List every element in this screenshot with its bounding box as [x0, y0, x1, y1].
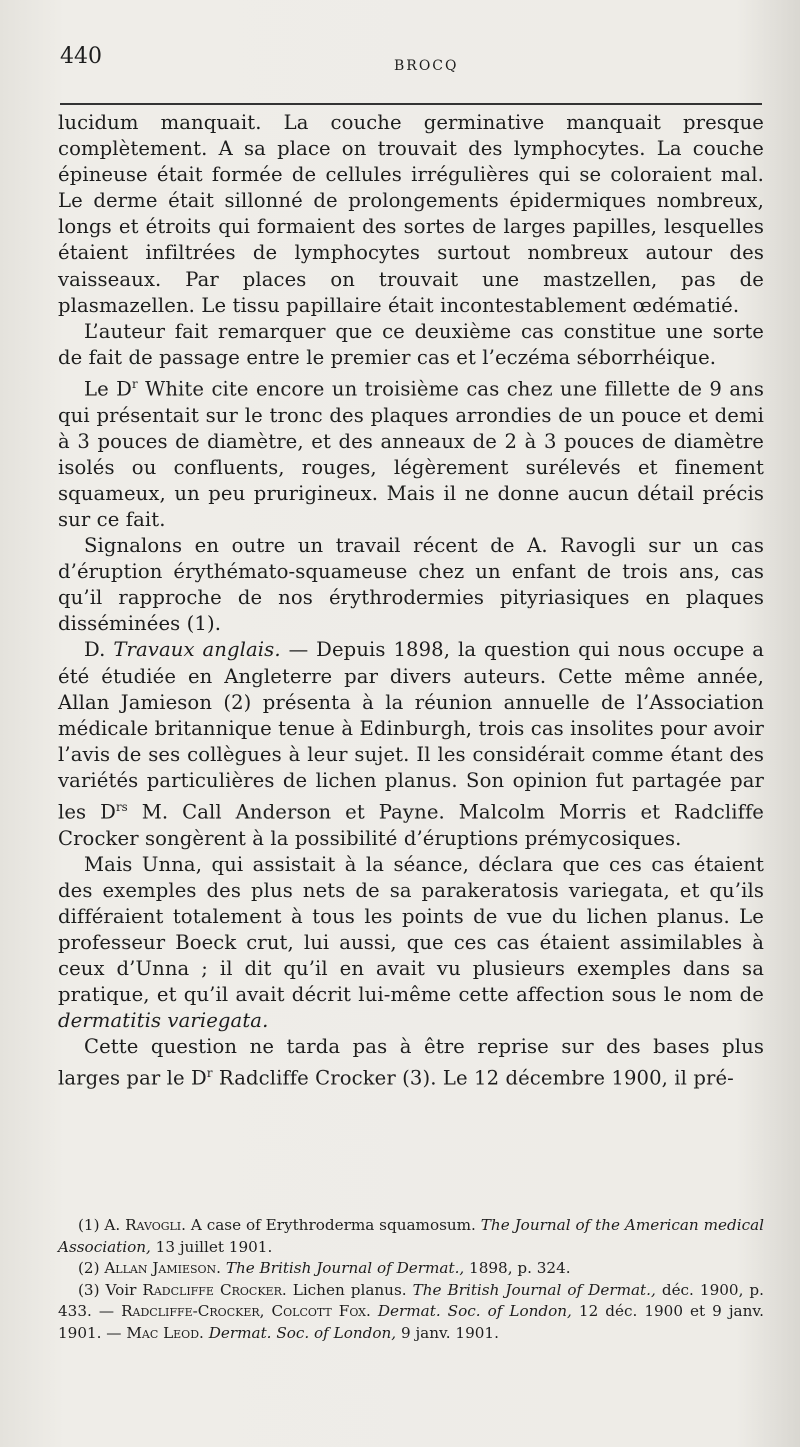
text-run: Le D — [84, 377, 132, 401]
running-head: BROCQ — [394, 58, 459, 74]
text-run: déc. 1900, p. 433. — — [58, 1280, 764, 1320]
header-rule — [60, 103, 762, 105]
text-run: 1898, p. 324. — [464, 1259, 571, 1277]
paragraph — [58, 1034, 764, 1092]
text-run: (1) A. — [78, 1216, 126, 1234]
italic-text: Dermat. Soc. of London, — [377, 1302, 572, 1320]
italic-text: Dermat. Soc. of London, — [208, 1323, 397, 1342]
text-run: (3) Voir — [78, 1280, 143, 1299]
footnote — [58, 1258, 764, 1280]
text-run: 9 janv. 1901. — [396, 1323, 499, 1342]
text-run: Cette question ne tarda pas à être reprise sur des bases plus larges par le D — [58, 1035, 764, 1090]
text-run: Radcliffe Crocker (3). Le 12 décembre 1900, il pré- — [212, 1066, 734, 1090]
page-header — [60, 44, 760, 84]
text-run: . — [199, 1323, 209, 1342]
page-number: 440 — [60, 44, 102, 69]
author-name: Radcliffe-Crocker, Colcott Fox — [121, 1302, 366, 1320]
text-run: — Depuis 1898, la question qui nous occupe a été étudiée en Angleterre par divers auteurs. Cette même année, Allan Jamieson (2) présenta à la réunion annuelle de l’Association médicale britannique tenue à Edinburgh, trois cas insolites pour avoir l’avis de ses collègues à leur sujet. Il les considérait comme étant des variétés particulières de lichen planus. Son opinion fut partagée par les D — [58, 638, 764, 824]
italic-text: The British Journal of Dermat., — [225, 1259, 465, 1277]
author-name: Ravogli — [125, 1216, 182, 1234]
text-run: M. Call Anderson et Payne. Malcolm Morris et Radcliffe Crocker songèrent à la possibilité d’éruptions prémycosiques. — [58, 800, 764, 850]
text-run: lucidum manquait. La couche germinative manquait presque complètement. A sa place on trouvait des lymphocytes. La couche épineuse était formée de cellules irrégulières qui se coloraient mal. Le derme était sillonné de prolongements épidermiques nombreux, longs et étroits qui formaient des sortes de larges papilles, lesquelles étaient infiltrées de lymphocytes surtout nombreux autour des vaisseaux. Par places on trouvait une mastzellen, pas de plasmazellen. Le tissu papillaire était incontestablement œdématié. — [58, 111, 764, 317]
italic-text: Travaux anglais. — [113, 638, 281, 662]
text-run: L’auteur fait remarquer que ce deuxième cas constitue une sorte de fait de passage entre le premier cas et l’eczéma séborrhéique. — [58, 319, 764, 369]
text-run: . — [216, 1259, 226, 1277]
text-run: . Lichen planus. — [281, 1280, 413, 1299]
author-name: Allan Jamieson — [104, 1259, 217, 1277]
text-run: . — [365, 1302, 378, 1320]
body-text — [58, 110, 764, 1092]
footnote — [58, 1280, 764, 1345]
superscript: rs — [115, 799, 128, 814]
text-run: D. — [84, 638, 114, 662]
paragraph — [58, 637, 764, 851]
text-run: . A case of Erythroderma squamosum. — [181, 1216, 481, 1234]
superscript: r — [206, 1066, 213, 1081]
footnotes — [58, 1215, 764, 1344]
paragraph — [58, 371, 764, 533]
text-run: White cite encore un troisième cas chez une fillette de 9 ans qui présentait sur le tronc des plaques arrondies de un pouce et demi à 3 pouces de diamètre, et des anneaux de 2 à 3 pouces de diamètre isolés ou confluents, rouges, légèrement surélevés et finement squameux, un peu prurigineux. Mais il ne donne aucun détail précis sur ce fait. — [58, 377, 764, 531]
text-run: Signalons en outre un travail récent de A. Ravogli sur un cas d’éruption érythémato-squameuse chez un enfant de trois ans, cas qu’il rapproche de nos érythrodermies pityriasiques en plaques disséminées (1). — [58, 534, 764, 636]
text-run: 13 juillet 1901. — [150, 1237, 273, 1256]
italic-text: dermatitis variegata. — [58, 1009, 269, 1033]
text-run: Mais Unna, qui assistait à la séance, déclara que ces cas étaient des exemples des plus nets de sa parakeratosis variegata, et qu’ils différaient totalement à tous les points de vue du lichen planus. Le professeur Boeck crut, lui aussi, que ces cas étaient assimilables à ceux d’Unna ; il dit qu’il en avait vu plusieurs exemples dans sa pratique, et qu’il avait décrit lui-même cette affection sous le nom de — [58, 852, 764, 1007]
footnote — [58, 1215, 764, 1258]
text-run: (2) — [78, 1259, 105, 1277]
italic-text: The Journal of the American medical Association, — [58, 1216, 764, 1256]
italic-text: The British Journal of Dermat., — [412, 1280, 656, 1299]
author-name: Radcliffe Crocker — [142, 1280, 282, 1299]
author-name: Mac Leod — [126, 1323, 200, 1342]
text-run: 12 déc. 1900 et 9 janv. 1901. — — [58, 1302, 764, 1342]
paragraph — [58, 533, 764, 637]
paragraph — [58, 852, 764, 1035]
superscript: r — [132, 376, 138, 391]
paragraph — [58, 110, 764, 319]
paragraph — [58, 319, 764, 371]
